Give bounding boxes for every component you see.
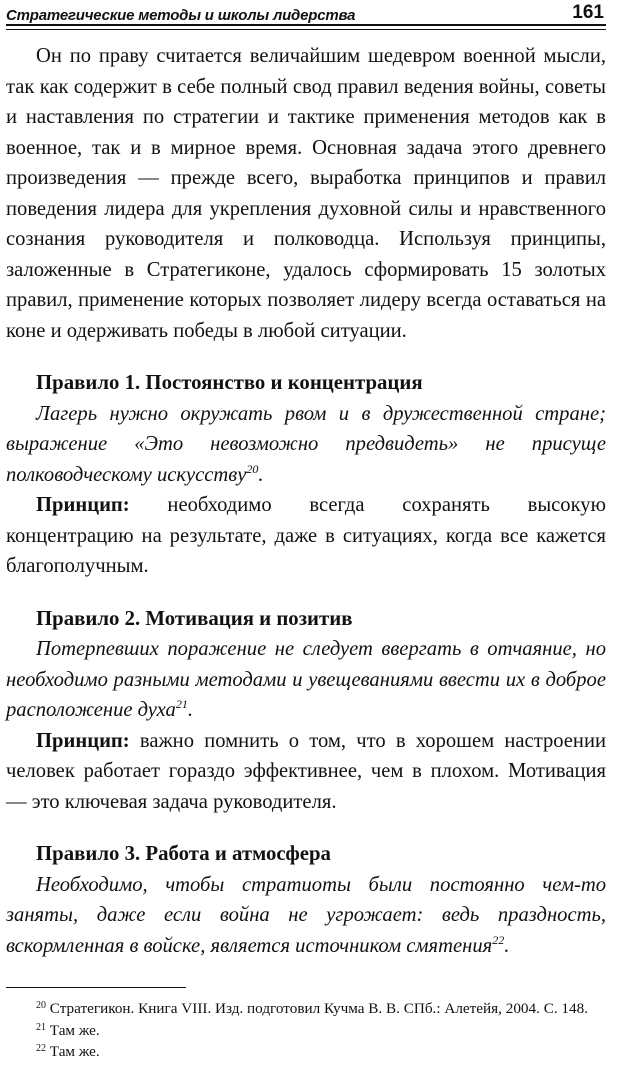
rule-heading: Правило 3. Работа и атмосфера [36,842,331,865]
rule-quote [6,634,606,726]
intro-paragraph: Он по праву считается величайшим шедевром военной мысли, так как содержит в себе полный свод правил ведения войны, советы и наставления по стратегии и тактике применения методов как в военное, так и в мирное время. Основная задача этого древнего произведения — прежде всего, выработка принципов и правил поведения лидера для укрепления духовной силы и нравственного сознания руководителя и полководца. Используя принципы, заложенные в Стратегиконе, удалось сформировать 15 золотых правил, применение которых позволяет лидеру всегда оставаться на коне и одерживать победы в любой ситуации. [6,45,606,342]
rule-heading: Правило 2. Мотивация и позитив [36,606,353,630]
rule-principle [6,490,606,582]
footnote-22 [6,1041,606,1063]
principle-label: Принцип: [36,494,130,516]
rule-section-2 [6,604,606,818]
footnote-text: Там же. [46,1043,100,1060]
rule-quote [6,870,606,962]
rule-quote-end: . [504,934,510,957]
footnote-ref[interactable]: 21 [175,697,188,711]
principle-text: важно помнить о том, что в хорошем настроении человек работает гораздо эффективнее, чем в плохом. Мотивация — это ключевая задача руководителя. [6,729,606,813]
footnote-text: Стратегикон. Книга VIII. Изд. подготовил Кучма В. В. СПб.: Алетейя, 2004. С. 148. [46,1000,589,1017]
running-header [6,0,606,26]
footnote-number: 21 [36,1021,46,1033]
header-rule [6,29,606,30]
footnote-text: Там же. [46,1021,100,1039]
footnotes [6,987,606,1063]
footnote-ref[interactable]: 22 [492,932,505,947]
rule-quote-text: Необходимо, чтобы стратиоты были постоянно чем-то заняты, даже если война не угрожает: ведь праздность, вскормленная в войске, является источником смятения [6,873,606,957]
rule-heading: Правило 1. Постоянство и концентрация [36,371,423,394]
rule-quote-text: Потерпевших поражение не следует ввергать в отчаяние, но необходимо разными методами и увещеваниями ввести их в доброе расположение духа [6,638,606,721]
footnote-ref[interactable]: 20 [246,461,259,476]
footnote-separator [6,987,186,988]
rule-quote [6,399,606,491]
footnote-21 [6,1020,606,1042]
principle-text: необходимо всегда сохранять высокую концентрацию на результате, даже в ситуациях, когда все кажется благополучным. [6,494,606,577]
principle-label: Принцип: [36,729,130,752]
footnote-number: 22 [36,1043,46,1054]
rule-quote-end: . [187,699,193,721]
running-header-title: Стратегические методы и школы лидерства [6,7,356,24]
rule-section-3 [6,839,606,961]
rule-quote-end: . [258,463,264,486]
footnote-number: 20 [36,1000,46,1011]
rule-section-1 [6,368,606,582]
rule-principle [6,726,606,818]
page-number: 161 [572,2,604,23]
footnote-20 [6,998,606,1020]
rule-quote-text: Лагерь нужно окружать рвом и в дружественной стране; выражение «Это невозможно предвидеть» не присуще полководческому искусству [6,402,606,486]
